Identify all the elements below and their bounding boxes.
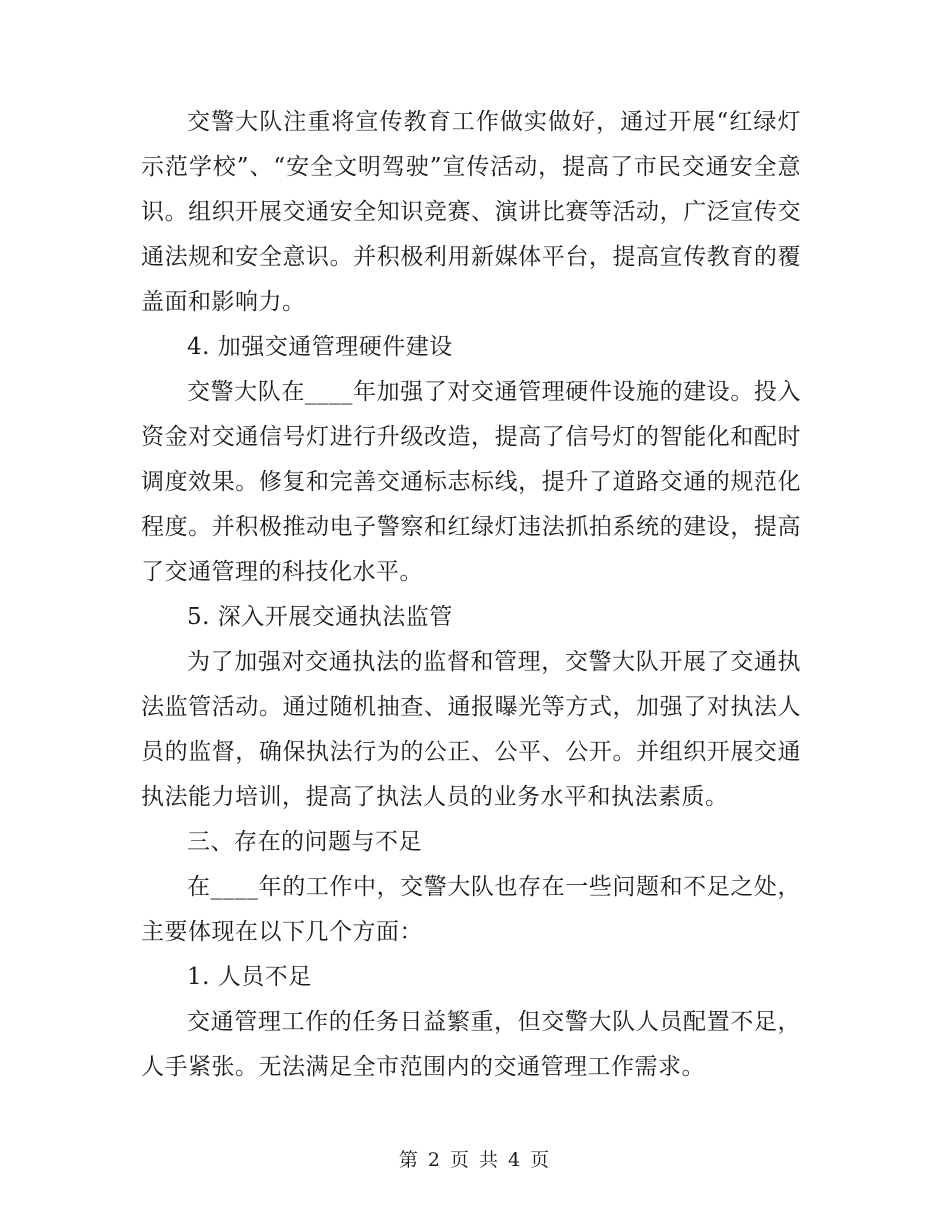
paragraph-publicity-education: 交警大队注重将宣传教育工作做实做好，通过开展“红绿灯示范学校”、“安全文明驾驶”宣传活动，提高了市民交通安全意识。组织开展交通安全知识竞赛、演讲比赛等活动，广泛宣传交通法规和安全意识。并积极利用新媒体平台，提高宣传教育的覆盖面和影响力。 <box>141 109 801 315</box>
paragraph-enforcement-supervision: 为了加强对交通执法的监督和管理，交警大队开展了交通执法监管活动。通过随机抽查、通报曝光等方式，加强了对执法人员的监督，确保执法行为的公正、公平、公开。并组织开展交通执法能力培训，提高了执法人员的业务水平和执法素质。 <box>141 649 801 810</box>
section-heading-problems: 三、存在的问题与不足 <box>187 829 422 855</box>
document-body <box>141 100 801 1090</box>
paragraph-staff-shortage: 交通管理工作的任务日益繁重，但交警大队人员配置不足，人手紧张。无法满足全市范围内的交通管理工作需求。 <box>141 1009 801 1080</box>
section-heading-staff-shortage: 1. 人员不足 <box>187 964 312 990</box>
page-number-footer: 第 2 页 共 4 页 <box>398 1149 552 1171</box>
paragraph-problems-intro: 在____年的工作中，交警大队也存在一些问题和不足之处，主要体现在以下几个方面： <box>141 874 801 945</box>
section-heading-enforcement: 5. 深入开展交通执法监管 <box>187 604 453 630</box>
section-heading-hardware: 4. 加强交通管理硬件建设 <box>187 334 453 360</box>
paragraph-hardware-construction: 交警大队在____年加强了对交通管理硬件设施的建设。投入资金对交通信号灯进行升级改造，提高了信号灯的智能化和配时调度效果。修复和完善交通标志标线，提升了道路交通的规范化程度。并积极推动电子警察和红绿灯违法抓拍系统的建设，提高了交通管理的科技化水平。 <box>141 379 801 585</box>
